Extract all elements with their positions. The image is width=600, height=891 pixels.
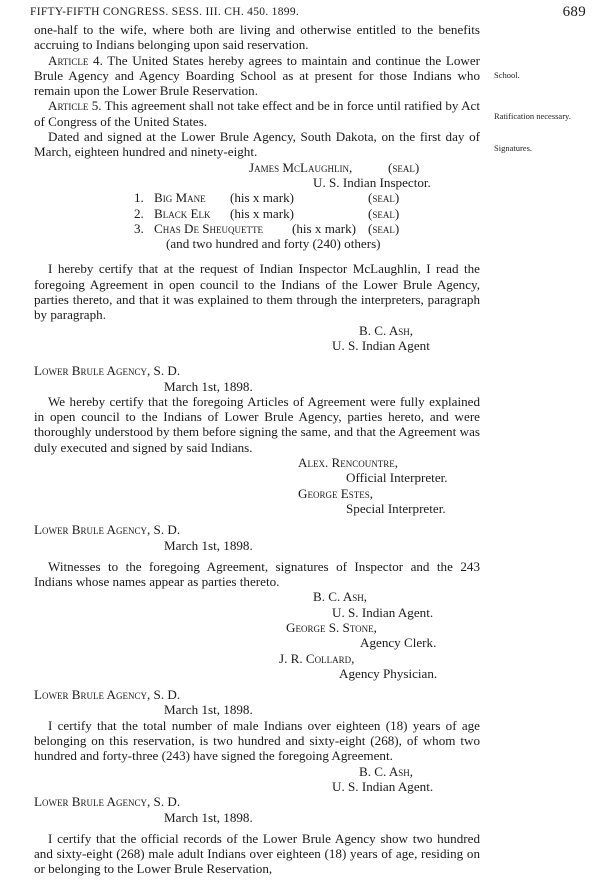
witness-ash [34,589,480,604]
seal-mark: (seal) [368,205,400,221]
witness-ash-title [34,605,480,620]
agency-line-1 [34,363,480,378]
paragraph-continued: one-half to the wife, where both are living and otherwise entitled to the benefits accruing to Indians belonging upon said reservation. [34,22,480,53]
agent-title: U. S. Indian Agent. [332,604,434,620]
running-title: FIFTY-FIFTH CONGRESS. SESS. III. CH. 450. 1899. [30,6,300,18]
certificate-count: I certify that the total number of male Indians over eighteen (18) years of age belonging on this reservation, is two hundred and sixty-eight (268), of whom two hundred and forty-three (243) have signed the foregoing Agreement. [34,717,480,764]
agency-location: Lower Brule Agency, S. D. [34,794,181,810]
date-line-1 [34,379,480,394]
date: March 1st, 1898. [164,809,253,825]
others-row [34,236,480,251]
signer-name: Big Mane [154,190,206,206]
interpreter-title: Special Interpreter. [346,500,446,516]
signature-title-agent-3 [34,779,480,794]
certificate-ash-1: I hereby certify that at the request of Indian Inspector McLaughlin, I read the foregoing Agreement in open council to the Indians of the Lower Brule Agency, parties thereto, and that it was explained to them through the interpreters, paragraph by paragraph. [34,261,480,323]
article-4-heading: Article 4. [48,52,103,68]
others-note: (and two hundred and forty (240) others) [166,236,381,252]
date: March 1st, 1898. [164,537,253,553]
signer-row [34,190,480,205]
witness-collard-title [34,666,480,681]
estes-name: George Estes, [298,485,374,501]
agency-location: Lower Brule Agency, S. D. [34,363,181,379]
ash-name: B. C. Ash, [359,763,414,779]
article-4-text: The United States hereby agrees to maintain and continue the Lower Brule Agency and Agency Boarding School as at present for those Indians who remain upon the Lower Brule Reservation. [34,52,480,99]
date: March 1st, 1898. [164,702,253,718]
margin-note-school: School. [494,70,520,80]
date-line-4 [34,810,480,825]
clerk-title: Agency Clerk. [360,635,437,651]
collard-name: J. R. Collard, [279,650,355,666]
margin-note-signatures: Signatures. [494,143,533,153]
seal-mark: (seal) [388,159,420,175]
witness-stone-title [34,635,480,650]
dated-paragraph: Dated and signed at the Lower Brule Agency, South Dakota, on the first day of March, eighteen hundred and ninety-eight. [34,129,480,160]
signature-title-agent-1 [34,338,480,353]
signer-name: Black Elk [154,205,211,221]
signer-row [34,206,480,221]
seal-mark: (seal) [368,190,400,206]
title-special-interpreter [34,501,480,516]
page-number: 689 [562,4,586,20]
witness-collard [34,651,480,666]
article-5-heading: Article 5. [48,98,102,114]
witnesses-paragraph: Witnesses to the foregoing Agreement, signatures of Inspector and the 243 Indians whose names appear as parties thereto. [34,558,480,590]
signer-name: James McLaughlin, [249,159,353,175]
inspector-title: U. S. Indian Inspector. [313,174,431,190]
ash-name: B. C. Ash, [313,589,368,605]
signer-mark: (his x mark) [230,205,294,221]
page-header [0,4,600,24]
signature-ash-1 [34,323,480,338]
seal-mark: (seal) [368,220,400,236]
signer-mark: (his x mark) [230,190,294,206]
signer-number: 2. [134,205,144,221]
date: March 1st, 1898. [164,378,253,394]
signer-number: 3. [134,220,144,236]
date-line-3 [34,702,480,717]
stone-name: George S. Stone, [286,619,377,635]
signer-row [34,221,480,236]
agent-title: U. S. Indian Agent [332,337,430,353]
signature-ash-3 [34,764,480,779]
document-body [34,22,480,877]
signature-mclaughlin [34,160,480,175]
agency-line-3 [34,687,480,702]
signature-estes [34,486,480,501]
article-5 [34,98,480,129]
agency-line-4 [34,794,480,809]
agency-location: Lower Brule Agency, S. D. [34,522,181,538]
rencountre-name: Alex. Rencountre, [298,455,399,471]
certificate-interpreters: We hereby certify that the foregoing Articles of Agreement were fully explained in open council to the Indians of Lower Brule Agency, parties hereto, and were thoroughly understood by them before signing the same, and that the Agreement was duly executed and signed by said Indians. [34,393,480,455]
signature-rencountre [34,455,480,470]
witness-stone [34,620,480,635]
title-official-interpreter [34,470,480,485]
margin-note-ratification: Ratification necessary. [494,111,571,121]
article-4 [34,53,480,99]
interpreter-title: Official Interpreter. [346,470,448,486]
article-5-text: This agreement shall not take effect and be in force until ratified by Act of Congress of the United States. [34,98,480,129]
signer-mark: (his x mark) [292,220,356,236]
certificate-records: I certify that the official records of the Lower Brule Agency show two hundred and sixty-eight (268) male adult Indians over eighteen (18) years of age, residing on or belonging to the Lower Brule Reservation, [34,830,480,877]
signer-number: 1. [134,190,144,206]
ash-name: B. C. Ash, [359,322,414,338]
agent-title: U. S. Indian Agent. [332,778,434,794]
agency-location: Lower Brule Agency, S. D. [34,687,181,703]
physician-title: Agency Physician. [339,665,438,681]
signature-title-inspector [34,175,480,190]
agency-line-2 [34,522,480,537]
signer-name: Chas De Sheuquette [154,220,264,236]
date-line-2 [34,538,480,553]
